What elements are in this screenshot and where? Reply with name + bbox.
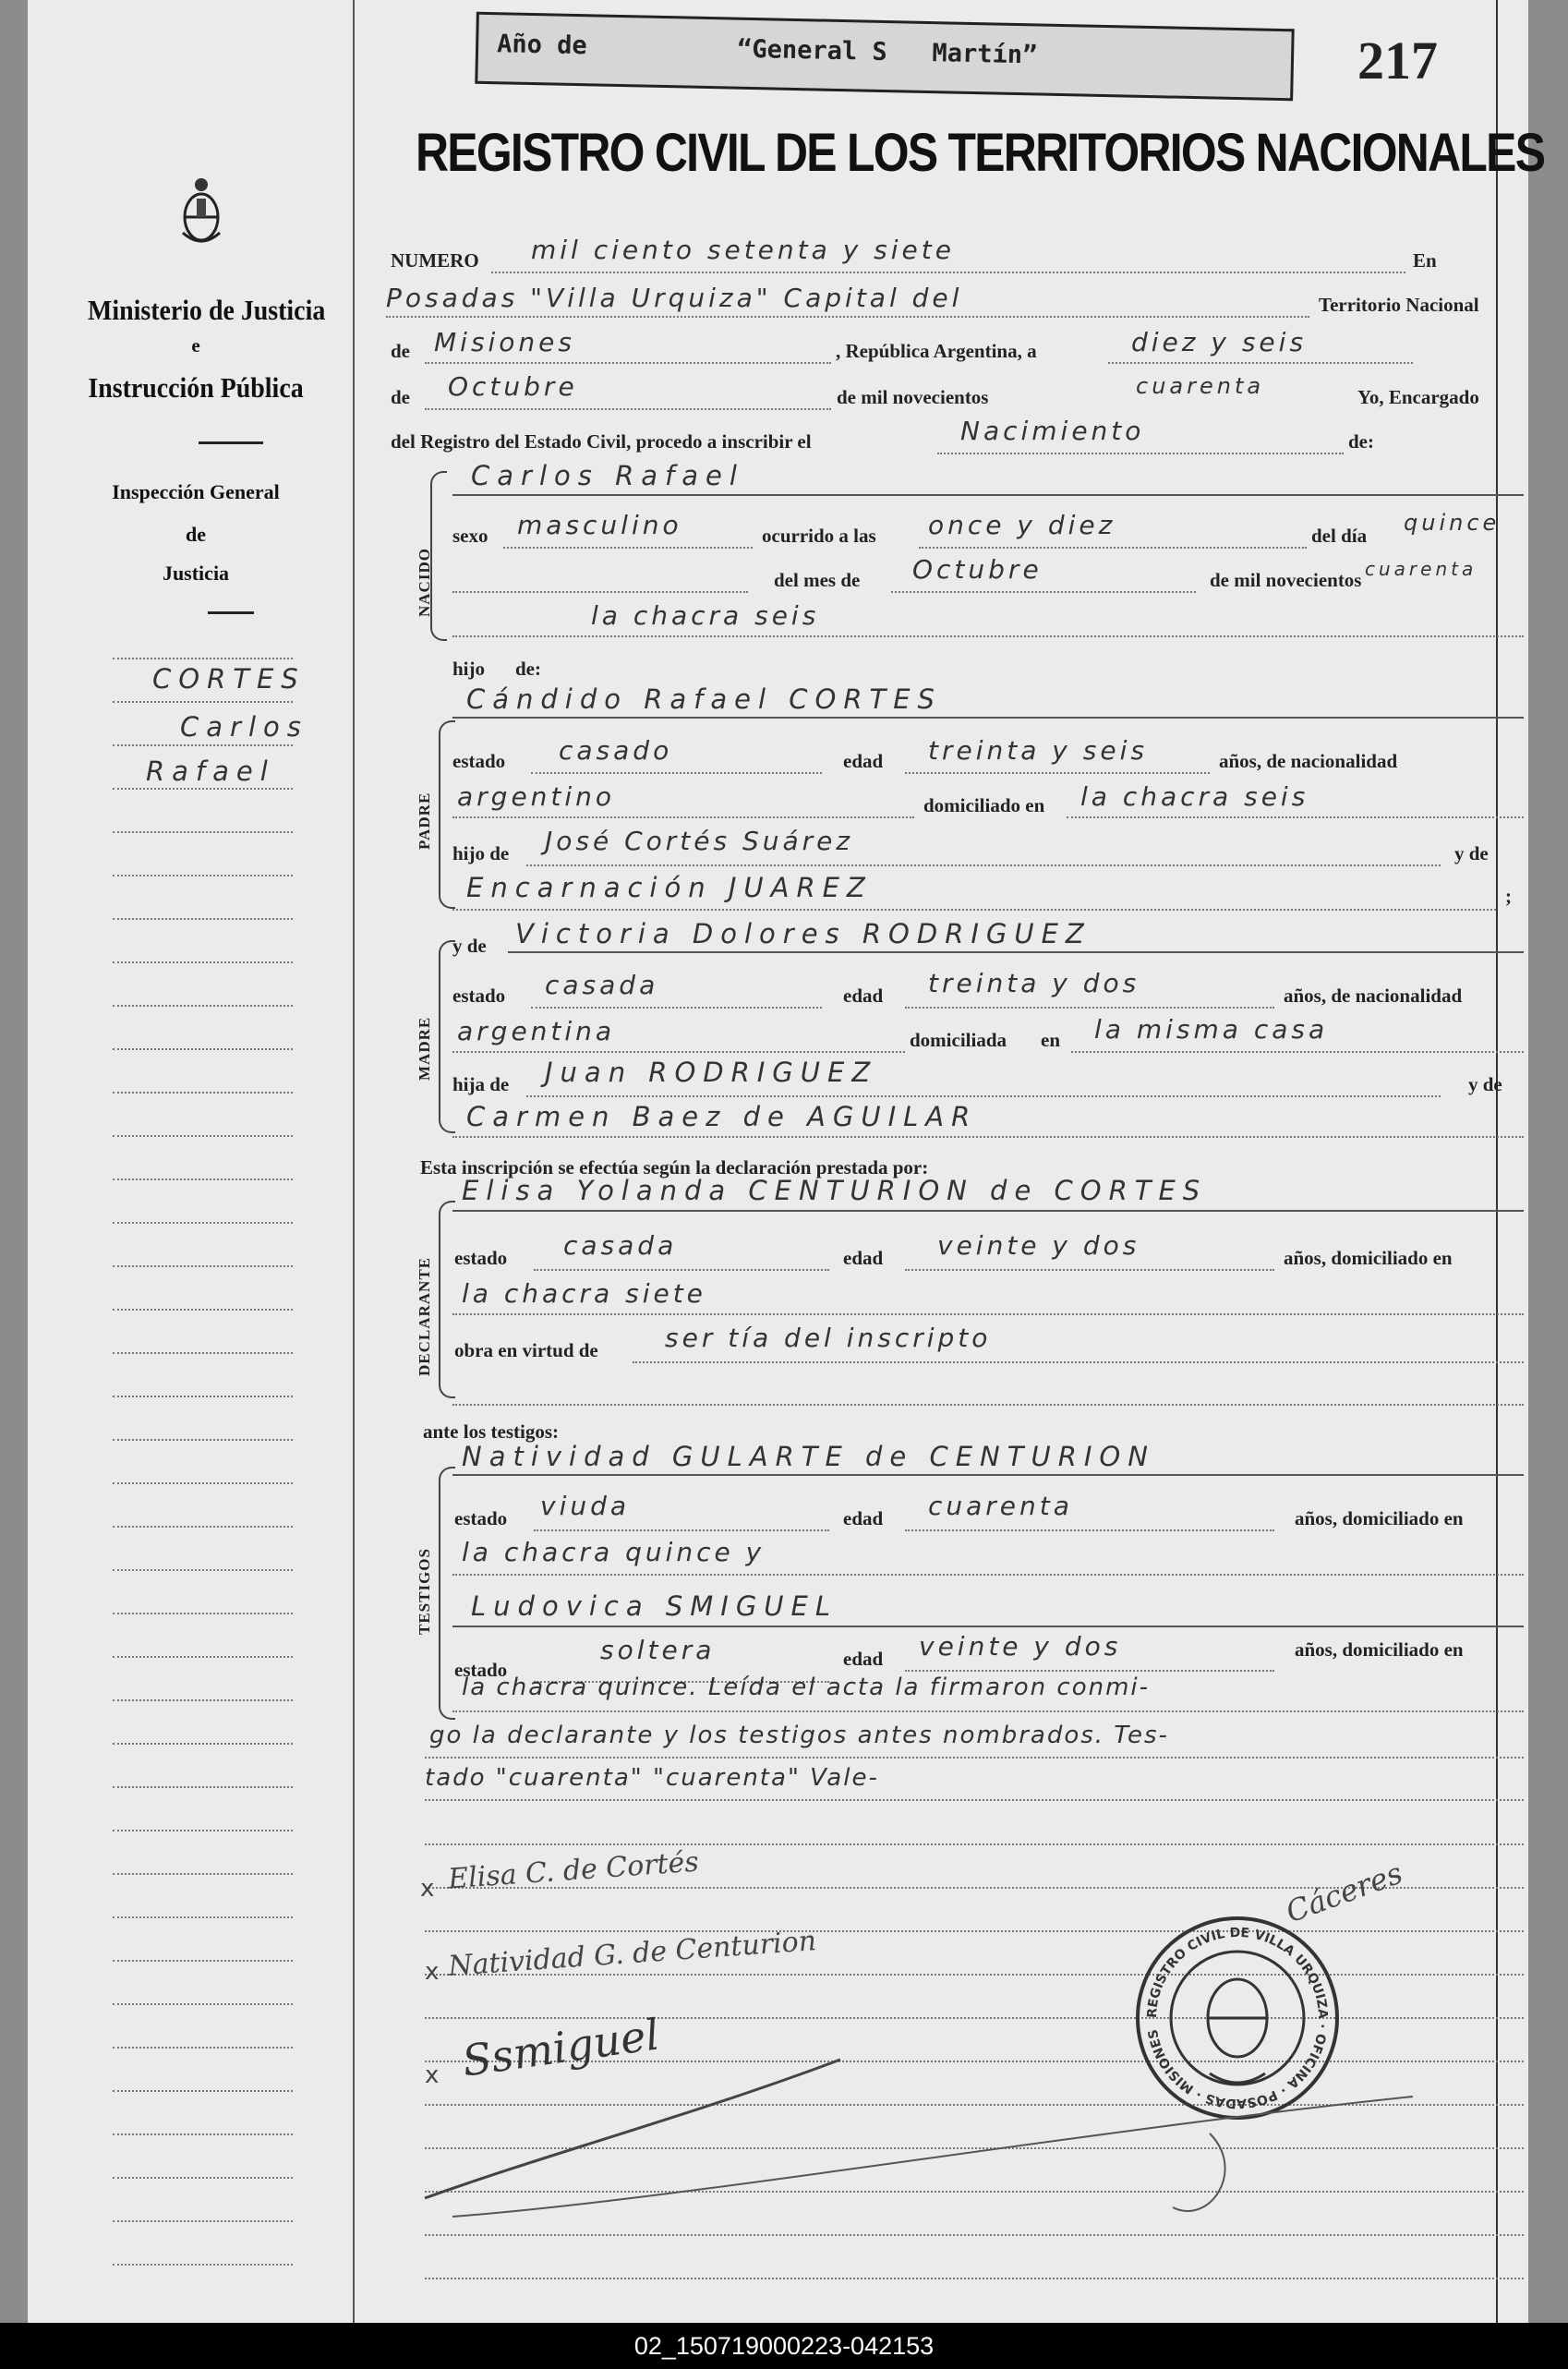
fill-line (452, 1136, 1524, 1138)
margin-rule (113, 1439, 293, 1441)
margin-rule (113, 2090, 293, 2092)
fill-line (526, 864, 1441, 866)
padre-mother-value: Encarnación JUAREZ (466, 872, 873, 903)
declaracion-label: Esta inscripción se efectúa según la declaración prestada por: (420, 1156, 929, 1178)
margin-rule (113, 1743, 293, 1745)
fill-line (452, 717, 1524, 719)
fill-line (452, 1474, 1524, 1476)
document-page (28, 0, 1545, 2323)
testigo2-estado-label: estado (454, 1659, 508, 1681)
signature-testigo1: Natividad G. de Centurion (447, 1925, 818, 1983)
padre-nacionalidad-value: argentino (457, 781, 616, 812)
hijo-label: hijo (452, 658, 486, 680)
declarante-domicilio-label: años, domiciliado en (1284, 1247, 1453, 1269)
year-stamp (475, 12, 1294, 102)
fill-line (937, 453, 1344, 454)
fill-line (891, 591, 1196, 593)
fill-line (905, 1269, 1274, 1271)
divider-dash (199, 441, 263, 444)
encargado-label: Yo, Encargado (1357, 386, 1479, 408)
madre-edad-label: edad (843, 985, 884, 1007)
madre-father-value: Juan RODRIGUEZ (545, 1057, 878, 1088)
testigo2-edad-value: veinte y dos (919, 1631, 1122, 1662)
inspection-de: de (186, 523, 206, 546)
margin-rule (113, 875, 293, 876)
de-label: de (391, 386, 410, 408)
testigo2-edad-label: edad (843, 1648, 884, 1670)
act-type-value: Nacimiento (960, 416, 1145, 446)
hijo-suffix: de: (515, 658, 541, 680)
madre-domiciliada-label: domiciliada (910, 1029, 1007, 1051)
padre-semicolon: ; (1505, 885, 1512, 907)
fill-line (452, 816, 914, 818)
fill-line (425, 1930, 1524, 1932)
madre-edad-value: treinta y dos (928, 968, 1140, 998)
fill-line (1071, 1051, 1524, 1053)
closing-line1: go la declarante y los testigos antes nombrados. Tes- (429, 1722, 1169, 1749)
madre-domicilio-value: la misma casa (1094, 1014, 1329, 1045)
fill-line (452, 1051, 905, 1053)
padre-domiciliado-label: domiciliado en (923, 794, 1045, 816)
testigos-brace (439, 1467, 455, 1720)
margin-rule (113, 1526, 293, 1528)
fill-line (905, 1670, 1274, 1672)
registro-label: del Registro del Estado Civil, procedo a inscribir el (391, 430, 812, 453)
column-divider (353, 0, 355, 2323)
padre-y-de-label: y de (1454, 842, 1489, 864)
testigo2-name: Ludovica SMIGUEL (471, 1590, 838, 1622)
testigo2-estado-value: soltera (600, 1635, 716, 1665)
fill-line (919, 547, 1307, 549)
margin-rule (113, 1178, 293, 1180)
margin-rule (113, 1569, 293, 1571)
testigo1-name: Natividad GULARTE de CENTURION (462, 1441, 1155, 1472)
fill-line (452, 591, 748, 593)
place-value: Posadas "Villa Urquiza" Capital del (386, 283, 963, 313)
birth-month-value: Octubre (912, 554, 1043, 585)
margin-rule (113, 2047, 293, 2049)
testigo2-domicilio-value: la chacra quince. Leída el acta la firmaron conmi- (462, 1674, 1151, 1701)
margin-surname: CORTES (152, 663, 306, 695)
padre-nacionalidad-label: años, de nacionalidad (1219, 750, 1398, 772)
fill-line (633, 1361, 1524, 1363)
testigo1-domicilio-value: la chacra quince y (462, 1537, 766, 1567)
declarante-domicilio-value: la chacra siete (462, 1278, 706, 1309)
fill-line (452, 1313, 1524, 1315)
birth-day-value: quince (1404, 510, 1501, 536)
sexo-label: sexo (452, 525, 488, 547)
nacido-section-label: NACIDO (416, 548, 433, 617)
madre-brace (439, 940, 455, 1133)
fill-line (905, 772, 1210, 774)
madre-y-de-label2: y de (1468, 1073, 1502, 1095)
hour-value: once y diez (928, 510, 1116, 540)
padre-name-value: Cándido Rafael CORTES (466, 683, 942, 715)
ocurrido-label: ocurrido a las (762, 525, 876, 547)
republica-label: , República Argentina, a (836, 340, 1037, 362)
margin-rule (113, 788, 293, 790)
fill-line (526, 1095, 1441, 1097)
signature-declarante: Elisa C. de Cortés (447, 1845, 700, 1896)
margin-rule (113, 1265, 293, 1267)
testigos-section-label: TESTIGOS (416, 1548, 433, 1635)
padre-estado-value: casado (559, 735, 673, 766)
margin-rule (113, 1873, 293, 1875)
margin-middlename: Rafael (146, 755, 275, 787)
margin-rule (113, 2264, 293, 2266)
madre-en-label: en (1041, 1029, 1060, 1051)
document-title: REGISTRO CIVIL DE LOS TERRITORIOS NACIONALES (416, 123, 1545, 183)
declarante-estado-value: casada (563, 1230, 678, 1261)
madre-y-de-label: y de (452, 935, 487, 957)
fill-line (452, 1210, 1524, 1212)
inspection-line2: Justicia (162, 562, 230, 585)
fill-line (905, 1007, 1274, 1009)
numero-label: NUMERO (391, 249, 479, 272)
year-stamp-text: Año de “General S Martín” (496, 30, 1038, 70)
margin-rule (113, 1309, 293, 1311)
declarante-edad-value: veinte y dos (937, 1230, 1140, 1261)
margin-rule (113, 744, 293, 746)
declarante-brace (439, 1201, 455, 1398)
testigos-label: ante los testigos: (423, 1420, 559, 1443)
margin-rule (113, 1613, 293, 1614)
padre-hijo-de-label: hijo de (452, 842, 510, 864)
de-label: de (391, 340, 410, 362)
de-colon-label: de: (1348, 430, 1374, 453)
margin-rule (113, 701, 293, 703)
fill-line (534, 1529, 829, 1531)
fill-line (452, 1626, 1524, 1627)
fill-line (1067, 816, 1524, 818)
fill-line (452, 635, 1524, 637)
madre-mother-value: Carmen Baez de AGUILAR (466, 1101, 978, 1132)
fill-line (386, 316, 1309, 318)
divider-dash (208, 611, 254, 614)
margin-firstname: Carlos (180, 711, 308, 743)
testigo1-edad-label: edad (843, 1507, 884, 1529)
del-dia-label: del día (1311, 525, 1368, 547)
margin-rule (113, 2133, 293, 2135)
fill-line (1108, 362, 1413, 364)
fill-line (508, 951, 1524, 953)
declarante-name-value: Elisa Yolanda CENTURION de CORTES (462, 1175, 1208, 1206)
madre-section-label: MADRE (416, 1016, 433, 1081)
margin-rule (113, 658, 293, 659)
fill-line (503, 547, 753, 549)
fill-line (425, 1843, 1524, 1845)
testigo1-domicilio-label: años, domiciliado en (1295, 1507, 1464, 1529)
signature-testigo2: Ssmiguel (459, 2009, 663, 2086)
testigo1-estado-label: estado (454, 1507, 508, 1529)
margin-rule (113, 2220, 293, 2222)
fill-line (425, 408, 831, 410)
testigo1-edad-value: cuarenta (928, 1491, 1073, 1521)
fill-line (905, 1529, 1274, 1531)
fill-line (491, 272, 1405, 273)
madre-estado-value: casada (545, 970, 659, 1000)
padre-edad-value: treinta y seis (928, 735, 1148, 766)
month-value: Octubre (448, 371, 578, 402)
inspection-line1: Inspección General (112, 480, 280, 503)
ministry-e: e (191, 334, 200, 357)
folio-number: 217 (1357, 30, 1438, 91)
margin-rule (113, 1830, 293, 1831)
margin-rule (113, 1656, 293, 1658)
territorio-label: Territorio Nacional (1319, 294, 1479, 316)
en-label: En (1413, 249, 1437, 272)
fill-line (534, 1269, 829, 1271)
testigo1-estado-value: viuda (540, 1491, 631, 1521)
padre-domicilio-value: la chacra seis (1080, 781, 1309, 812)
madre-estado-label: estado (452, 985, 506, 1007)
fill-line (425, 1799, 1524, 1801)
signature-officer: Cáceres (1281, 1855, 1407, 1930)
margin-rule (113, 1482, 293, 1484)
margin-rule (113, 1352, 293, 1354)
del-mes-label: del mes de (774, 569, 861, 591)
margin-rule (113, 2177, 293, 2179)
fill-line (452, 1404, 1524, 1406)
ministry-line2: Instrucción Pública (88, 371, 304, 404)
fill-line (452, 1710, 1524, 1712)
margin-rule (113, 2003, 293, 2005)
year-value: cuarenta (1136, 373, 1265, 399)
birth-year-value: cuarenta (1365, 558, 1478, 580)
numero-value: mil ciento setenta y siete (531, 235, 955, 265)
image-caption: 02_150719000223-042153 (0, 2323, 1568, 2369)
margin-rule (113, 1048, 293, 1050)
sexo-value: masculino (517, 510, 682, 540)
declarante-obra-label: obra en virtud de (454, 1339, 598, 1361)
fill-line (452, 1574, 1524, 1576)
margin-rule (113, 1222, 293, 1224)
padre-brace (439, 720, 455, 909)
declarante-edad-label: edad (843, 1247, 884, 1269)
margin-rule (113, 831, 293, 833)
margin-rule (113, 1916, 293, 1918)
territory-value: Misiones (434, 327, 575, 357)
margin-rule (113, 1786, 293, 1788)
mil-label: de mil novecientos (1210, 569, 1362, 591)
ministry-line1: Ministerio de Justicia (88, 294, 326, 326)
madre-nacionalidad-value: argentina (457, 1016, 616, 1046)
declarante-section-label: DECLARANTE (416, 1256, 433, 1376)
fill-line (452, 494, 1524, 496)
signature-mark: x (425, 2061, 440, 2089)
declarante-estado-label: estado (454, 1247, 508, 1269)
fill-line (425, 1974, 1524, 1976)
madre-nacionalidad-label: años, de nacionalidad (1284, 985, 1463, 1007)
fill-line (425, 362, 831, 364)
margin-rule (113, 1699, 293, 1701)
padre-section-label: PADRE (416, 792, 433, 850)
margin-rule (113, 1396, 293, 1397)
madre-name-value: Victoria Dolores RODRIGUEZ (515, 918, 1092, 949)
nacido-name-value: Carlos Rafael (471, 460, 744, 491)
closing-line2: tado "cuarenta" "cuarenta" Vale- (425, 1764, 879, 1792)
signature-mark: x (420, 1875, 435, 1903)
coat-of-arms-icon (178, 175, 224, 249)
fill-line (452, 909, 1496, 911)
year-label: de mil novecientos (837, 386, 989, 408)
fill-line (425, 1757, 1524, 1759)
margin-rule (113, 1960, 293, 1962)
birth-place-value: la chacra seis (591, 600, 820, 631)
declarante-obra-value: ser tía del inscripto (665, 1323, 992, 1353)
fill-line (531, 1007, 822, 1009)
margin-rule (113, 918, 293, 920)
padre-estado-label: estado (452, 750, 506, 772)
signature-strokes (416, 1986, 1431, 2281)
padre-edad-label: edad (843, 750, 884, 772)
padre-father-value: José Cortés Suárez (545, 826, 854, 856)
signature-mark: x (425, 1958, 440, 1986)
margin-rule (113, 1135, 293, 1137)
seal-text: REGISTRO CIVIL DE VILLA URQUIZA · OFICINA · POSADAS · MISIONES (1144, 1925, 1331, 2111)
madre-hija-de-label: hija de (452, 1073, 510, 1095)
fill-line (531, 772, 822, 774)
margin-rule (113, 1092, 293, 1094)
day-value: diez y seis (1131, 327, 1308, 357)
margin-rule (113, 1005, 293, 1007)
testigo2-domicilio-label: años, domiciliado en (1295, 1638, 1464, 1661)
margin-rule (113, 961, 293, 963)
